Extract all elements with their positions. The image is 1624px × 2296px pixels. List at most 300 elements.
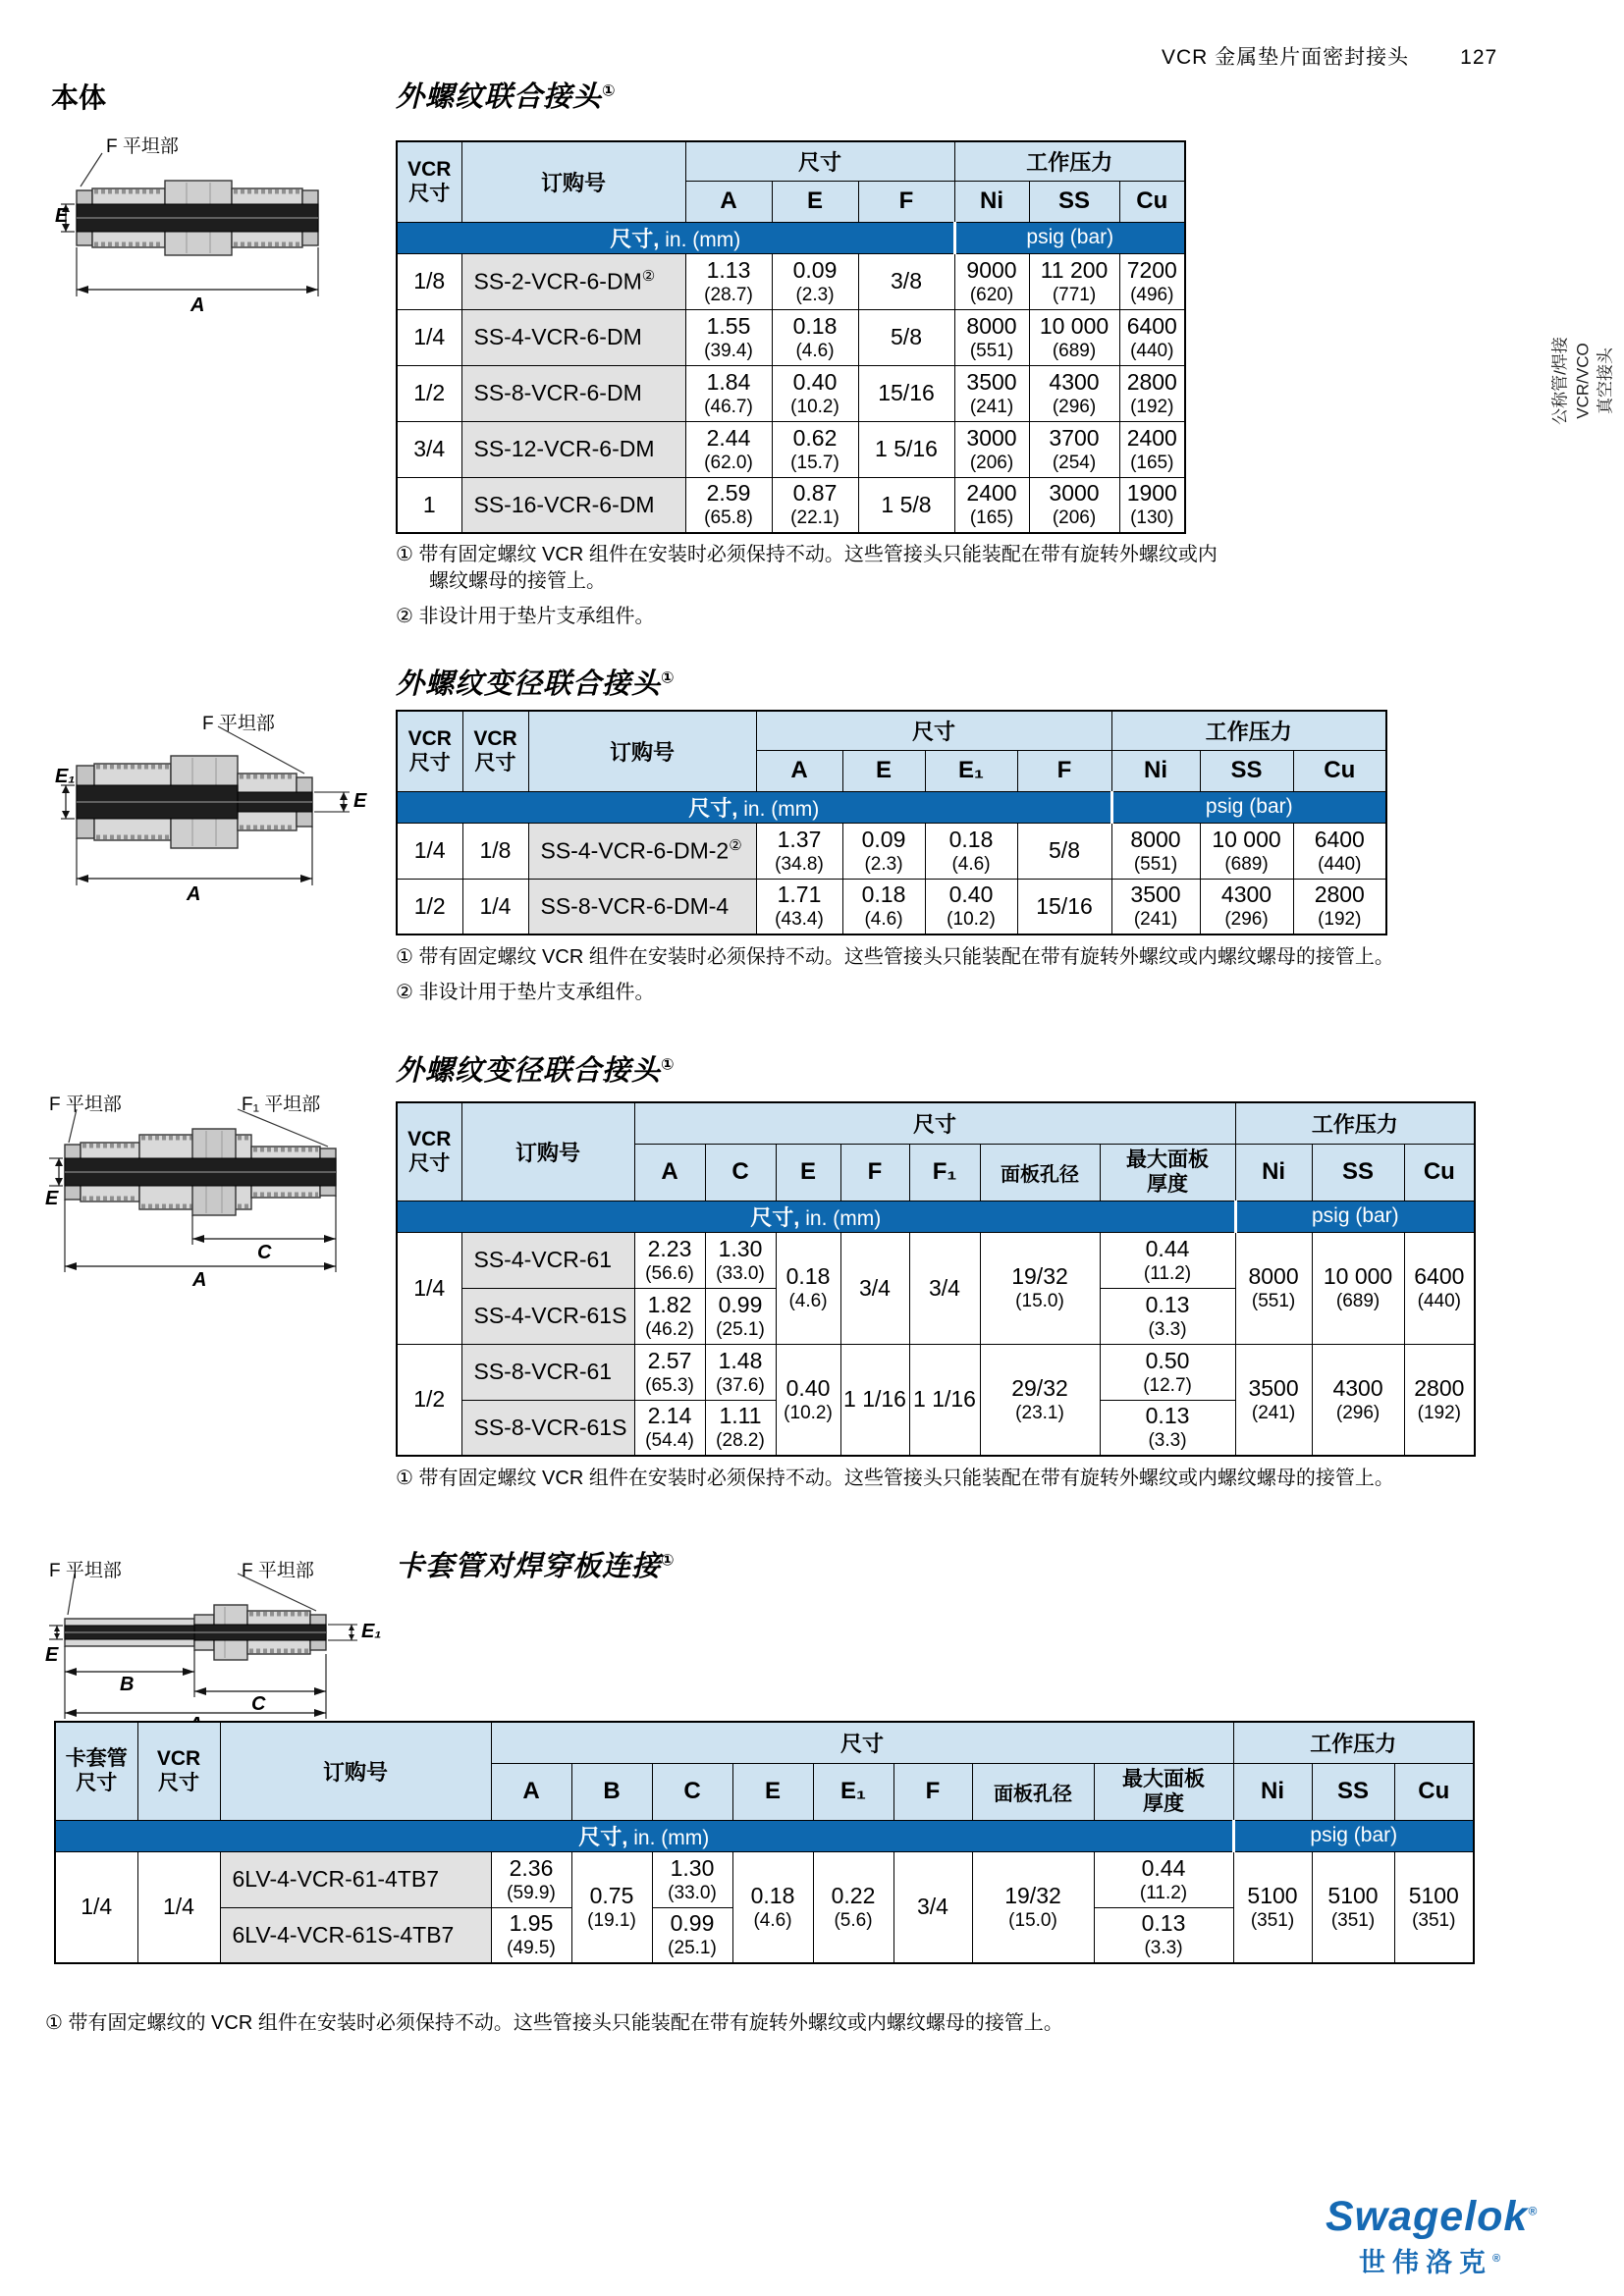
male-bulkhead-union-table [396,1101,1476,1457]
dim-e [732,1851,813,1963]
dim-e1-label: E₁ [361,1621,382,1642]
dims-units-en: in. (mm) [743,797,820,821]
col-f: F [858,181,954,222]
vcr-label: VCR [407,158,452,182]
size-label: 尺寸 [76,1772,118,1795]
val-in: 1.48 [718,1347,763,1373]
vcr-size-1: 1/4 [397,823,462,879]
units-band [397,791,1386,823]
vcr-size: 1/4 [397,309,461,365]
vcr-size: 1/4 [137,1851,220,1963]
val-bar: (254) [1052,452,1097,473]
section1-title [396,75,617,115]
dim-c [705,1400,776,1456]
val-in: 19/32 [1004,1882,1061,1908]
f-flat-label: F 平坦部 [49,1095,122,1115]
vcr-label: VCR [407,727,452,751]
val-in: 1.13 [706,256,751,283]
val-psig: 5100 [1247,1882,1298,1908]
dim-e [776,1344,840,1456]
dim-a [491,1907,571,1963]
pressure-ss [1312,1344,1404,1456]
val-bar: (241) [1133,909,1178,931]
val-psig: 7200 [1126,256,1177,283]
dim-f: 3/4 [893,1851,972,1963]
dim-f: 1 5/8 [858,477,954,533]
val-mm: (49.5) [507,1938,556,1959]
header-group-row [397,711,1386,750]
dim-f: 5/8 [858,309,954,365]
val-psig: 5100 [1327,1882,1379,1908]
val-psig: 11 200 [1040,256,1109,283]
section2-title-text: 外螺纹变径联合接头 [396,668,662,700]
dim-a [756,823,842,879]
pressure-ss [1029,309,1119,365]
val-mm: (15.0) [1008,1909,1057,1931]
dim-e1 [925,823,1017,879]
dim-e1 [925,879,1017,934]
val-in: 0.99 [718,1291,763,1317]
val-mm: (5.6) [834,1909,873,1931]
val-psig: 2800 [1126,368,1177,395]
val-psig: 2400 [1126,424,1177,451]
pressure-cu [1394,1851,1474,1963]
dim-c [652,1851,732,1907]
dim-f: 1 5/16 [858,421,954,477]
val-bar: (165) [1130,452,1174,473]
table-row [397,1344,1475,1400]
val-mm: (2.3) [864,853,903,875]
pressure-ni [954,365,1029,421]
val-in: 0.13 [1145,1291,1190,1317]
val-mm: (56.6) [645,1262,694,1284]
val-mm: (33.0) [716,1262,765,1284]
val-bar: (296) [1224,909,1269,931]
dim-e [842,823,925,879]
val-mm: (22.1) [790,507,839,529]
val-mm: (4.6) [951,853,991,875]
dim-a [685,477,772,533]
col-vcr-size [397,1102,461,1201]
dim-e [842,879,925,934]
tube-weld-bulkhead-diagram [45,1556,389,1728]
val-psig: 8000 [966,312,1017,339]
val-in: 0.75 [589,1882,634,1908]
val-in: 19/32 [1011,1263,1068,1289]
val-in: 1.95 [509,1910,554,1937]
part-number: SS-12-VCR-6-DM [461,421,685,477]
val-in: 2.57 [647,1347,692,1373]
pressure-cu [1119,477,1185,533]
dim-f: 3/8 [858,253,954,309]
pressure-cu [1293,823,1386,879]
val-mm: (11.2) [1139,1882,1188,1903]
val-psig: 6400 [1414,1263,1465,1289]
col-panel-hole: 面板孔径 [980,1144,1100,1201]
val-mm: (46.2) [645,1318,694,1340]
dim-f: 15/16 [858,365,954,421]
val-psig: 3500 [1248,1374,1299,1401]
pressure-units: psig (bar) [1233,1820,1474,1851]
dim-e [772,421,858,477]
val-bar: (351) [1412,1909,1456,1931]
f-flat-label: F 平坦部 [242,1561,314,1581]
dim-c [705,1344,776,1400]
val-in: 2.36 [509,1854,554,1881]
val-mm: (19.1) [587,1909,636,1931]
col-panel-hole: 面板孔径 [972,1763,1094,1820]
vcr-size: 1/2 [397,365,461,421]
val-mm: (4.6) [795,340,835,361]
val-in: 0.18 [861,881,906,908]
part-number: SS-8-VCR-61 [461,1344,634,1400]
registered-mark: ® [1492,2253,1501,2265]
max-panel-thickness [1094,1851,1233,1907]
dims-units-zh: 尺寸, [750,1204,800,1230]
vcr-size: 1/2 [397,1344,461,1456]
col-cu: Cu [1293,750,1386,791]
size-label: 尺寸 [158,1772,199,1795]
val-bar: (440) [1130,340,1174,361]
part-number: SS-4-VCR-61 [461,1232,634,1288]
val-mm: (15.0) [1015,1291,1064,1311]
footnote-marker: ② [396,982,413,1003]
col-ni: Ni [1235,1144,1312,1201]
val-mm: (59.9) [507,1882,556,1903]
dim-a [634,1344,705,1400]
footnote-text: 非设计用于垫片支承组件。 [418,606,655,627]
max-panel-thickness [1100,1232,1235,1288]
val-mm: (11.2) [1143,1262,1192,1284]
header-group-row [397,1102,1475,1144]
header-group-row [55,1722,1474,1763]
col-vcr-size-2 [462,711,528,791]
val-in: 0.62 [792,424,838,451]
section3-footnotes [396,1466,1394,1501]
pressure-cu [1119,365,1185,421]
vcr-size: 1/4 [397,1232,461,1344]
dim-f1: 3/4 [909,1232,980,1344]
dim-a [491,1851,571,1907]
col-tube-size [55,1722,137,1820]
page-title: VCR 金属垫片面密封接头 [1162,46,1410,69]
male-reducing-union-drawing [55,709,385,920]
col-a: A [491,1763,571,1820]
val-in: 1.11 [719,1403,762,1429]
pressure-ss [1312,1232,1404,1344]
swagelok-wordmark-zh [1359,2241,1538,2279]
col-ss: SS [1312,1144,1404,1201]
val-in: 0.13 [1141,1910,1186,1937]
pressure-cu [1119,253,1185,309]
pressure-ss [1312,1851,1394,1963]
val-in: 0.40 [785,1374,831,1401]
logo-text-zh: 世伟洛克 [1359,2248,1492,2277]
part-number [461,253,685,309]
dims-units-zh: 尺寸, [688,795,738,821]
val-psig: 3500 [966,368,1017,395]
val-in: 2.23 [647,1235,692,1261]
val-bar: (241) [1251,1402,1296,1423]
val-in: 0.44 [1141,1854,1186,1881]
col-ss: SS [1312,1763,1394,1820]
val-in: 1.71 [777,881,822,908]
val-in: 0.18 [750,1882,795,1908]
f-flat-label: F 平坦部 [202,714,275,734]
table-row [397,365,1185,421]
vcr-size: 3/4 [397,421,461,477]
dim-f: 5/8 [1017,823,1111,879]
col-e: E [732,1763,813,1820]
val-mm: (2.3) [795,284,835,305]
val-in: 0.18 [785,1263,831,1289]
val-bar: (241) [969,396,1014,417]
col-max-panel [1100,1144,1235,1201]
col-vcr-size [137,1722,220,1820]
vcr-size: 1 [397,477,461,533]
val-mm: (12.7) [1143,1374,1192,1396]
dim-a-label: A [187,883,201,905]
col-cu: Cu [1404,1144,1475,1201]
size-label: 尺寸 [408,183,451,206]
pressure-ni [954,253,1029,309]
max-panel-thickness [1100,1344,1235,1400]
part-text: SS-2-VCR-6-DM [473,268,642,294]
val-mm: (62.0) [704,452,753,473]
dim-e-label: E [55,205,69,227]
table-row [55,1851,1474,1907]
pressure-ni [1235,1344,1312,1456]
brand-logo [1326,2193,1538,2279]
val-mm: (23.1) [1015,1402,1064,1423]
panel-hole [972,1851,1094,1963]
pressure-group-header: 工作压力 [1233,1722,1474,1763]
col-c: C [705,1144,776,1201]
col-part-number: 订购号 [528,711,756,791]
dim-a [685,309,772,365]
col-e: E [772,181,858,222]
val-in: 2.14 [647,1403,692,1429]
val-bar: (551) [1133,853,1178,875]
val-psig: 4300 [1332,1374,1383,1401]
footnote [45,2010,1063,2037]
male-union-diagram [55,130,385,326]
col-c: C [652,1763,732,1820]
val-mm: (43.4) [775,909,824,931]
val-bar: (206) [1052,507,1097,529]
val-bar: (551) [969,340,1014,361]
val-in: 1.82 [647,1291,692,1317]
pressure-cu [1404,1344,1475,1456]
dim-c-label: C [251,1693,266,1715]
max-panel-thickness [1100,1288,1235,1344]
col-cu: Cu [1119,181,1185,222]
male-union-drawing [55,130,385,326]
val-in: 0.50 [1145,1347,1190,1373]
vcr-size-2: 1/8 [462,823,528,879]
footnote-text: 带有固定螺纹 VCR 组件在安装时必须保持不动。这些管接头只能装配在带有旋转外螺纹或内螺纹螺母的接管上。 [418,946,1394,968]
val-bar: (771) [1052,284,1097,305]
side-tab-line1: 公称管/焊接 [1550,337,1570,425]
dims-units [397,222,954,253]
panel-hole [980,1232,1100,1344]
col-f1: F₁ [909,1144,980,1201]
val-bar: (689) [1052,340,1097,361]
dims-group-header: 尺寸 [756,711,1111,750]
section1-title-footnote-ref: ① [602,82,617,100]
max-panel-line1: 最大面板 [1126,1148,1210,1171]
val-mm: (4.6) [753,1909,792,1931]
val-bar: (192) [1318,909,1362,931]
vcr-label: VCR [473,727,517,751]
col-e: E [842,750,925,791]
table-row [397,477,1185,533]
dim-f: 15/16 [1017,879,1111,934]
val-in: 0.44 [1145,1235,1190,1261]
val-psig: 4300 [1220,881,1272,908]
val-bar: (296) [1335,1402,1380,1423]
part-number [528,823,756,879]
val-in: 0.40 [792,368,838,395]
val-bar: (351) [1250,1909,1295,1931]
footnote-text: 带有固定螺纹的 VCR 组件在安装时必须保持不动。这些管接头只能装配在带有旋转外螺纹或内螺纹螺母的接管上。 [68,2012,1063,2034]
col-part-number: 订购号 [220,1722,491,1820]
val-in: 29/32 [1011,1374,1068,1401]
dim-a-label: A [190,294,205,316]
size-label: 尺寸 [408,752,451,775]
pressure-ss [1200,879,1293,934]
max-panel-line1: 最大面板 [1122,1768,1205,1790]
header-group-row [397,141,1185,181]
section1-footnotes [396,542,1225,639]
val-mm: (28.2) [716,1430,765,1452]
side-tab-line3: 真空接头 [1596,347,1615,415]
val-mm: (10.2) [784,1402,833,1423]
vcr-label: VCR [407,1128,452,1151]
val-in: 0.13 [1145,1403,1190,1429]
val-in: 0.22 [831,1882,876,1908]
val-mm: (39.4) [704,340,753,361]
footnote-marker: ② [396,606,413,627]
dims-units-en: in. (mm) [805,1206,882,1230]
val-bar: (192) [1417,1402,1461,1423]
val-bar: (689) [1224,853,1269,875]
col-e1: E₁ [925,750,1017,791]
dims-units-zh: 尺寸, [578,1824,628,1849]
col-e1: E₁ [813,1763,893,1820]
units-band [397,1201,1475,1232]
col-ni: Ni [1111,750,1200,791]
dims-group-header: 尺寸 [634,1102,1235,1144]
val-mm: (3.3) [1144,1938,1183,1959]
vcr-size: 1/8 [397,253,461,309]
table-row [397,879,1386,934]
pressure-ni [1111,879,1200,934]
panel-hole [980,1344,1100,1456]
units-band [55,1820,1474,1851]
dims-units-en: in. (mm) [633,1826,710,1849]
body-label: 本体 [51,82,107,113]
dim-c-label: C [257,1242,272,1263]
f1-flat-label: F₁ 平坦部 [242,1095,321,1115]
val-psig: 10 000 [1039,312,1110,339]
male-union-table [396,140,1186,534]
val-psig: 2400 [966,480,1017,507]
val-in: 1.37 [777,826,822,852]
units-band [397,222,1185,253]
male-bulkhead-union-drawing [45,1090,389,1281]
val-psig: 9000 [966,256,1017,283]
pressure-cu [1119,309,1185,365]
val-in: 0.18 [792,312,838,339]
male-bulkhead-union-diagram [45,1090,389,1291]
dim-e-label: E [45,1188,59,1209]
section4-title [396,1544,676,1584]
val-psig: 10 000 [1212,826,1281,852]
dim-a [756,879,842,934]
footnote-text: 非设计用于垫片支承组件。 [418,982,655,1003]
col-part-number: 订购号 [461,141,685,222]
val-mm: (3.3) [1148,1318,1187,1340]
dim-b [571,1851,652,1963]
val-psig: 3000 [1049,480,1100,507]
val-mm: (10.2) [947,909,996,931]
val-in: 0.99 [670,1910,715,1937]
section2-footnotes [396,944,1394,1015]
page-number: 127 [1460,46,1498,69]
dim-e [776,1232,840,1344]
dim-a [634,1232,705,1288]
val-bar: (440) [1318,853,1362,875]
val-bar: (496) [1130,284,1174,305]
tube-size: 1/4 [55,1851,137,1963]
col-b: B [571,1763,652,1820]
val-mm: (25.1) [716,1318,765,1340]
val-in: 0.40 [948,881,994,908]
section4-footnotes [45,2010,1063,2046]
col-ss: SS [1200,750,1293,791]
section4-title-footnote-ref: ① [661,1552,676,1570]
col-ni: Ni [1233,1763,1312,1820]
dim-e [772,309,858,365]
col-e: E [776,1144,840,1201]
pressure-ss [1029,477,1119,533]
val-psig: 2800 [1414,1374,1465,1401]
swagelok-wordmark [1326,2193,1538,2241]
val-psig: 4300 [1049,368,1100,395]
val-in: 2.44 [706,424,751,451]
dims-units-zh: 尺寸, [610,226,660,251]
dim-e [772,365,858,421]
tube-weld-bulkhead-table [54,1721,1475,1964]
side-tab-line2: VCR/VCO [1573,343,1593,419]
col-vcr-size [397,141,461,222]
f-flat-label: F 平坦部 [106,136,179,157]
val-mm: (10.2) [790,396,839,417]
col-a: A [756,750,842,791]
table-row [397,253,1185,309]
section4-title-text: 卡套管对焊穿板连接 [396,1551,662,1582]
col-cu: Cu [1394,1763,1474,1820]
dim-e [772,253,858,309]
val-in: 0.87 [792,480,838,507]
val-in: 0.18 [948,826,994,852]
f-flat-label: F 平坦部 [49,1561,122,1581]
val-psig: 10 000 [1323,1263,1393,1289]
val-psig: 8000 [1248,1263,1299,1289]
pressure-cu [1119,421,1185,477]
footnote [396,542,1225,595]
